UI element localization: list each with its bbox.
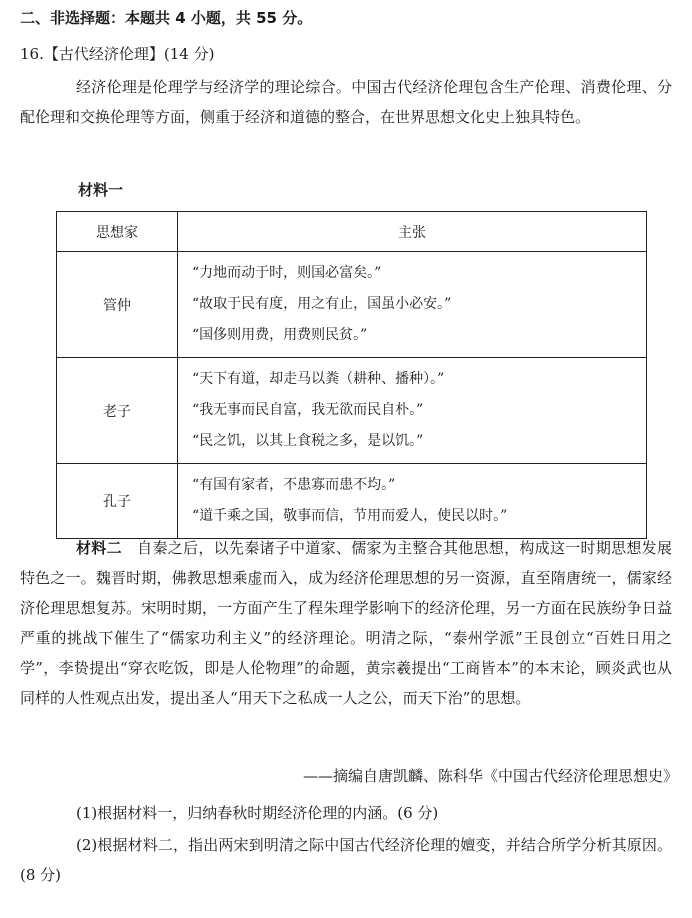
question-label: 16.【古代经济伦理】(14 分) bbox=[20, 45, 215, 63]
claims-cell bbox=[178, 464, 647, 539]
material2-source: ——摘编自唐凯麟、陈科华《中国古代经济伦理思想史》 bbox=[302, 767, 678, 785]
question-intro: 经济伦理是伦理学与经济学的理论综合。中国古代经济伦理包含生产伦理、消费伦理、分配伦理和交换伦理等方面，侧重于经济和道德的整合，在世界思想文化史上独具特色。 bbox=[20, 78, 672, 126]
thinker-cell: 管仲 bbox=[57, 252, 178, 358]
claims-cell bbox=[178, 252, 647, 358]
table-header-row bbox=[57, 212, 647, 252]
claim-line: “力地而动于时，则国必富矣。” bbox=[192, 265, 382, 281]
table-row bbox=[57, 464, 647, 539]
claim-line: “我无事而民自富，我无欲而民自朴。” bbox=[192, 402, 424, 418]
material2-block bbox=[20, 533, 672, 713]
claims-cell bbox=[178, 358, 647, 464]
claim-line: “天下有道，却走马以粪（耕种、播种）。” bbox=[192, 371, 445, 387]
claim-line: “有国有家者，不患寡而患不均。” bbox=[192, 477, 396, 493]
material2-text: 自秦之后，以先秦诸子中道家、儒家为主整合其他思想，构成这一时期思想发展特色之一。魏晋时期，佛教思想乘虚而入，成为经济伦理思想的另一资源，直至隋唐统一，儒家经济伦理思想复苏。宋明时期，一方面产生了程朱理学影响下的经济伦理，另一方面在民族纷争日益严重的挑战下催生了“儒家功利主义”的经济理论。明清之际，“泰州学派”王艮创立“百姓日用之学”，李贽提出“穿衣吃饭，即是人伦物理”的命题，黄宗羲提出“工商皆本”的本末论，顾炎武也从同样的人性观点出发，提出圣人“用天下之私成一人之公，而天下治”的思想。 bbox=[20, 539, 672, 707]
header-claims: 主张 bbox=[178, 212, 647, 252]
material1-table bbox=[56, 211, 647, 539]
material2-title: 材料二 bbox=[76, 539, 122, 557]
table-row bbox=[57, 252, 647, 358]
claim-line: “国侈则用费，用费则民贫。” bbox=[192, 327, 368, 343]
claim-line: “道千乘之国，敬事而信，节用而爱人，使民以时。” bbox=[192, 508, 508, 524]
section-header: 二、非选择题：本题共 4 小题，共 55 分。 bbox=[20, 9, 313, 27]
sub-question-1: (1)根据材料一，归纳春秋时期经济伦理的内涵。(6 分) bbox=[76, 804, 439, 822]
sub-question-2: (2)根据材料二，指出两宋到明清之际中国古代经济伦理的嬗变，并结合所学分析其原因。(8 分) bbox=[20, 836, 672, 884]
thinker-cell: 老子 bbox=[57, 358, 178, 464]
claim-line: “故取于民有度，用之有止，国虽小必安。” bbox=[192, 296, 452, 312]
material1-title: 材料一 bbox=[78, 181, 124, 199]
header-thinker: 思想家 bbox=[57, 212, 178, 252]
table-row bbox=[57, 358, 647, 464]
thinker-cell: 孔子 bbox=[57, 464, 178, 539]
claim-line: “民之饥，以其上食税之多，是以饥。” bbox=[192, 433, 424, 449]
